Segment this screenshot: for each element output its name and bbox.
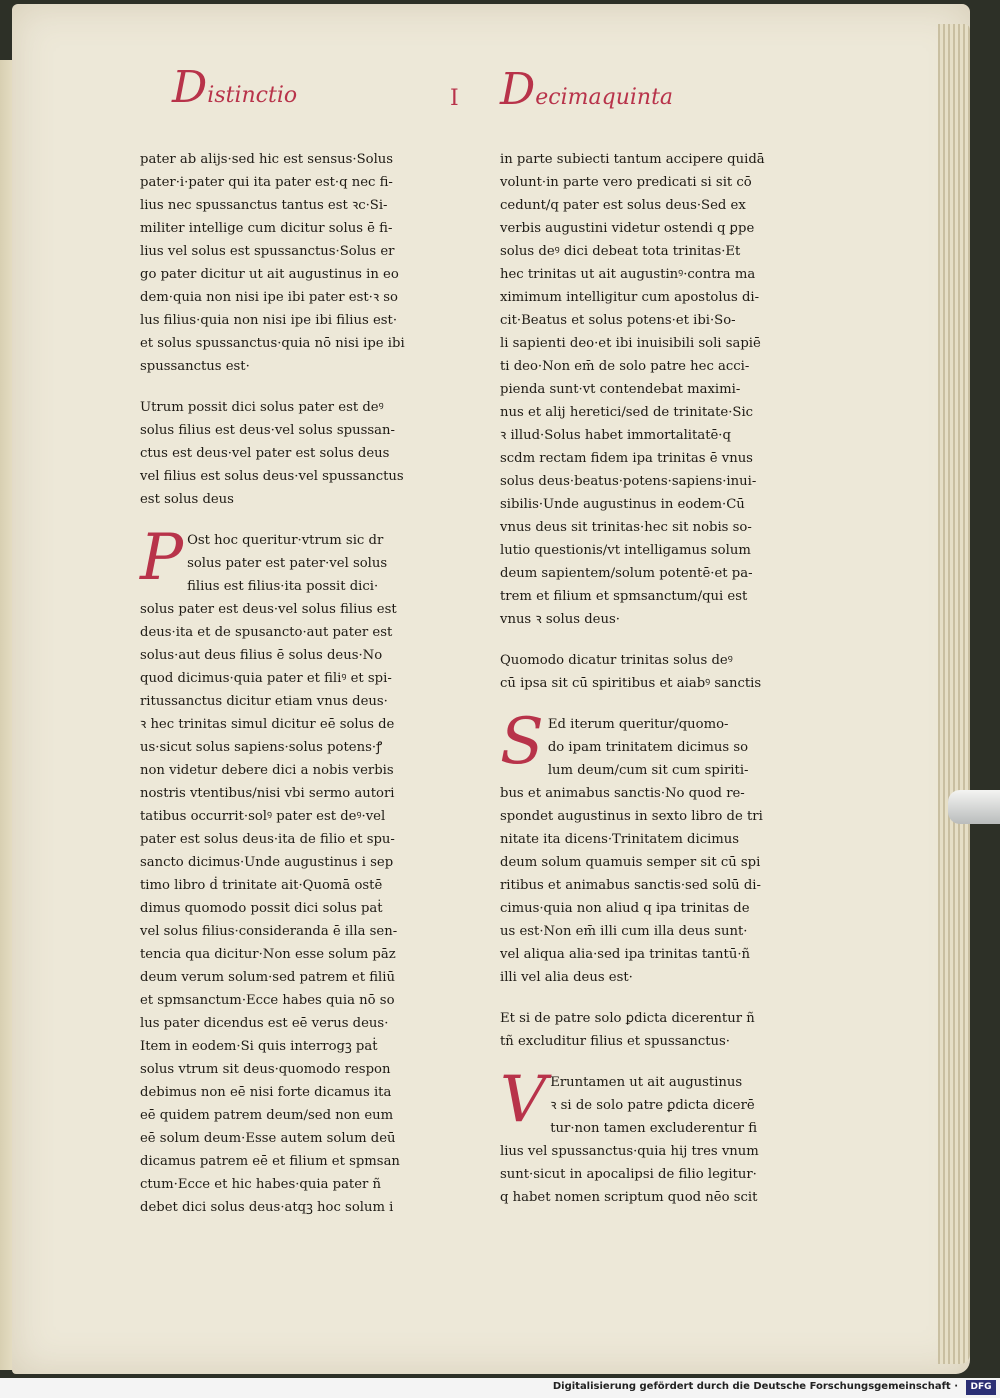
text-line: solus deꝰ dici debeat tota trinitas·Et [500, 244, 741, 259]
text-line: Ost hoc queritur·vtrum sic dr [187, 533, 384, 548]
text-line: dicamus patrem eē et filium et spmsan [140, 1154, 400, 1169]
text-line: ꝛ si de solo patre ꝑdicta dicerē [550, 1098, 755, 1113]
rubric-initial-p: P [140, 521, 184, 595]
text-line: filius est filius·ita possit dici· [187, 579, 379, 594]
text-line: solus pater est pater·vel solus [187, 556, 388, 571]
text-line: tur·non tamen excluderentur fi [550, 1121, 758, 1136]
text-line: verbis augustini videtur ostendi q ꝑpe [500, 221, 755, 236]
text-line: pater·i·pater qui ita pater est·q nec fi- [140, 175, 393, 190]
dfg-logo[interactable]: DFG [966, 1380, 996, 1395]
text-line: ꝛ hec trinitas simul dicitur eē solus de [140, 717, 395, 732]
text-line: volunt·in parte vero predicati si sit cō [500, 175, 752, 190]
text-line: vnus ꝛ solus deus· [500, 612, 620, 627]
running-head-right: Decimaquinta [500, 64, 674, 115]
text-line: deum verum solum·sed patrem et filiū [140, 970, 395, 985]
text-line: spussanctus est· [140, 359, 250, 374]
text-line: ti deo·Non em̄ de solo patre hec acci- [500, 359, 750, 374]
right-column [500, 148, 788, 1209]
footer-bar [0, 1378, 1000, 1398]
running-head-left: Distinctio [172, 62, 298, 113]
text-line: lus filius·quia non nisi ipe ibi filius est· [140, 313, 398, 328]
text-line: ritibus et animabus sanctis·sed solū di- [500, 878, 761, 893]
chapter-heading-line: tñ excluditur filius et spussanctus· [500, 1034, 730, 1049]
chapter-heading-line: solus filius est deus·vel solus spussan- [140, 423, 395, 438]
text-line: pater est solus deus·ita de filio et spu- [140, 832, 395, 847]
text-line: cimus·quia non aliud q ipa trinitas de [500, 901, 750, 916]
text-line: bus et animabus sanctis·No quod re- [500, 786, 745, 801]
text-line: nostris vtentibus/nisi vbi sermo autori [140, 786, 395, 801]
text-line: in parte subiecti tantum accipere quidā [500, 152, 765, 167]
text-line: cedunt/q pater est solus deus·Sed ex [500, 198, 746, 213]
text-line: deus·ita et de spusancto·aut pater est [140, 625, 393, 640]
chapter-heading-line: cū ipsa sit cū spiritibus et aiabꝰ sanctis [500, 676, 762, 691]
text-line: vel solus filius·consideranda ē illa sen- [140, 924, 398, 939]
text-line: dimus quomodo possit dici solus paṫ [140, 901, 383, 916]
text-line: deum solum quamuis semper sit cū spi [500, 855, 761, 870]
text-line: ximimum intelligitur cum apostolus di- [500, 290, 760, 305]
text-line: cit·Beatus et solus potens·et ibi·So- [500, 313, 736, 328]
text-line: quod dicimus·quia pater et filiꝰ et spi- [140, 671, 392, 686]
text-line: vel aliqua alia·sed ipa trinitas tantū·ñ [500, 947, 751, 962]
text-line: timo libro ḋ trinitate ait·Quomā ostē [140, 878, 383, 893]
text-line: nus et alij heretici/sed de trinitate·Sic [500, 405, 754, 420]
text-line: trem et filium et spmsanctum/qui est [500, 589, 748, 604]
rubric-initial-d-left: D [172, 62, 208, 113]
text-line: Item in eodem·Si quis interrogꝫ paṫ [140, 1039, 378, 1054]
rubric-initial-v: V [500, 1063, 547, 1137]
text-line: dem·quia non nisi ipe ibi pater est·ꝛ so [140, 290, 398, 305]
text-line: solus·aut deus filius ē solus deus·No [140, 648, 383, 663]
funding-credit: Digitalisierung gefördert durch die Deutsche Forschungsgemeinschaft · [552, 1381, 958, 1392]
text-line: pienda sunt·vt contendebat maximi- [500, 382, 741, 397]
text-line: sibilis·Unde augustinus in eodem·Cū [500, 497, 745, 512]
text-line: ritussanctus dicitur etiam vnus deus· [140, 694, 388, 709]
text-line: lum deum/cum sit cum spiriti- [547, 763, 749, 778]
text-line: do ipam trinitatem dicimus so [547, 740, 749, 755]
text-line: scdm rectam fidem ipa trinitas ē vnus [500, 451, 753, 466]
paragraph-gap [140, 378, 440, 396]
text-line: ꝛ illud·Solus habet immortalitatē·q [500, 428, 731, 443]
text-line: q habet nomen scriptum quod nēo scit [500, 1190, 758, 1205]
running-head-numeral: I [450, 86, 459, 111]
text-line: et spmsanctum·Ecce habes quia nō so [140, 993, 395, 1008]
chapter-heading-line: vel filius est solus deus·vel spussanctus [140, 469, 404, 484]
text-line: ctum·Ecce et hic habes·quia pater ñ [140, 1177, 382, 1192]
text-line: vnus deus sit trinitas·hec sit nobis so- [500, 520, 752, 535]
text-line: hec trinitas ut ait augustinꝰ·contra ma [500, 267, 756, 282]
text-line: go pater dicitur ut ait augustinus in eo [140, 267, 399, 282]
text-line: eē solum deum·Esse autem solum deū [140, 1131, 396, 1146]
chapter-heading-line: est solus deus [140, 492, 234, 507]
text-line: illi vel alia deus est· [500, 970, 633, 985]
text-line: us·sicut solus sapiens·solus potens·ꝭ [140, 740, 383, 755]
rubric-initial-d-right: D [500, 64, 536, 115]
text-line: Eruntamen ut ait augustinus [550, 1075, 743, 1090]
text-line: et solus spussanctus·quia nō nisi ipe ibi [140, 336, 405, 351]
paragraph-gap [140, 511, 440, 529]
left-column [140, 148, 440, 1219]
text-line: li sapienti deo·et ibi inuisibili soli sapiē [500, 336, 761, 351]
text-line: tencia qua dicitur·Non esse solum pāz [140, 947, 396, 962]
text-line: militer intellige cum dicitur solus ē fi- [140, 221, 393, 236]
text-line: debimus non eē nisi forte dicamus ita [140, 1085, 392, 1100]
text-line: sunt·sicut in apocalipsi de filio legitur· [500, 1167, 757, 1182]
text-line: solus deus·beatus·potens·sapiens·inui- [500, 474, 757, 489]
text-line: eē quidem patrem deum/sed non eum [140, 1108, 394, 1123]
text-line: lus pater dicendus est eē verus deus· [140, 1016, 389, 1031]
chapter-heading-line: ctus est deus·vel pater est solus deus [140, 446, 390, 461]
text-line: lius vel solus est spussanctus·Solus er [140, 244, 395, 259]
text-line: solus vtrum sit deus·quomodo respon [140, 1062, 391, 1077]
text-line: Ed iterum queritur/quomo- [547, 717, 729, 732]
text-line: non videtur debere dici a nobis verbis [140, 763, 394, 778]
page-clip [948, 790, 1000, 824]
text-line: solus pater est deus·vel solus filius est [140, 602, 397, 617]
text-line: tatibus occurrit·solꝰ pater est deꝰ·vel [140, 809, 386, 824]
paragraph-gap [500, 631, 788, 649]
text-line: pater ab alijs·sed hic est sensus·Solus [140, 152, 394, 167]
chapter-heading-line: Et si de patre solo ꝑdicta dicerentur ñ [500, 1011, 755, 1026]
text-line: deum sapientem/solum potentē·et pa- [500, 566, 753, 581]
chapter-heading-line: Utrum possit dici solus pater est deꝰ [140, 400, 384, 415]
page-block-edge [938, 24, 970, 1364]
chapter-heading-line: Quomodo dicatur trinitas solus deꝰ [500, 653, 733, 668]
paragraph-gap [500, 989, 788, 1007]
text-line: nitate ita dicens·Trinitatem dicimus [500, 832, 740, 847]
text-line: lius nec spussanctus tantus est ꝛc·Si- [140, 198, 388, 213]
text-line: sancto dicimus·Unde augustinus i sep [140, 855, 394, 870]
text-line: lius vel spussanctus·quia hij tres vnum [500, 1144, 759, 1159]
text-line: debet dici solus deus·atqꝫ hoc solum i [140, 1200, 394, 1215]
text-line: lutio questionis/vt intelligamus solum [500, 543, 751, 558]
text-line: us est·Non em̄ illi cum illa deus sunt· [500, 924, 748, 939]
text-line: spondet augustinus in sexto libro de tri [500, 809, 763, 824]
rubric-initial-s: S [500, 705, 544, 779]
